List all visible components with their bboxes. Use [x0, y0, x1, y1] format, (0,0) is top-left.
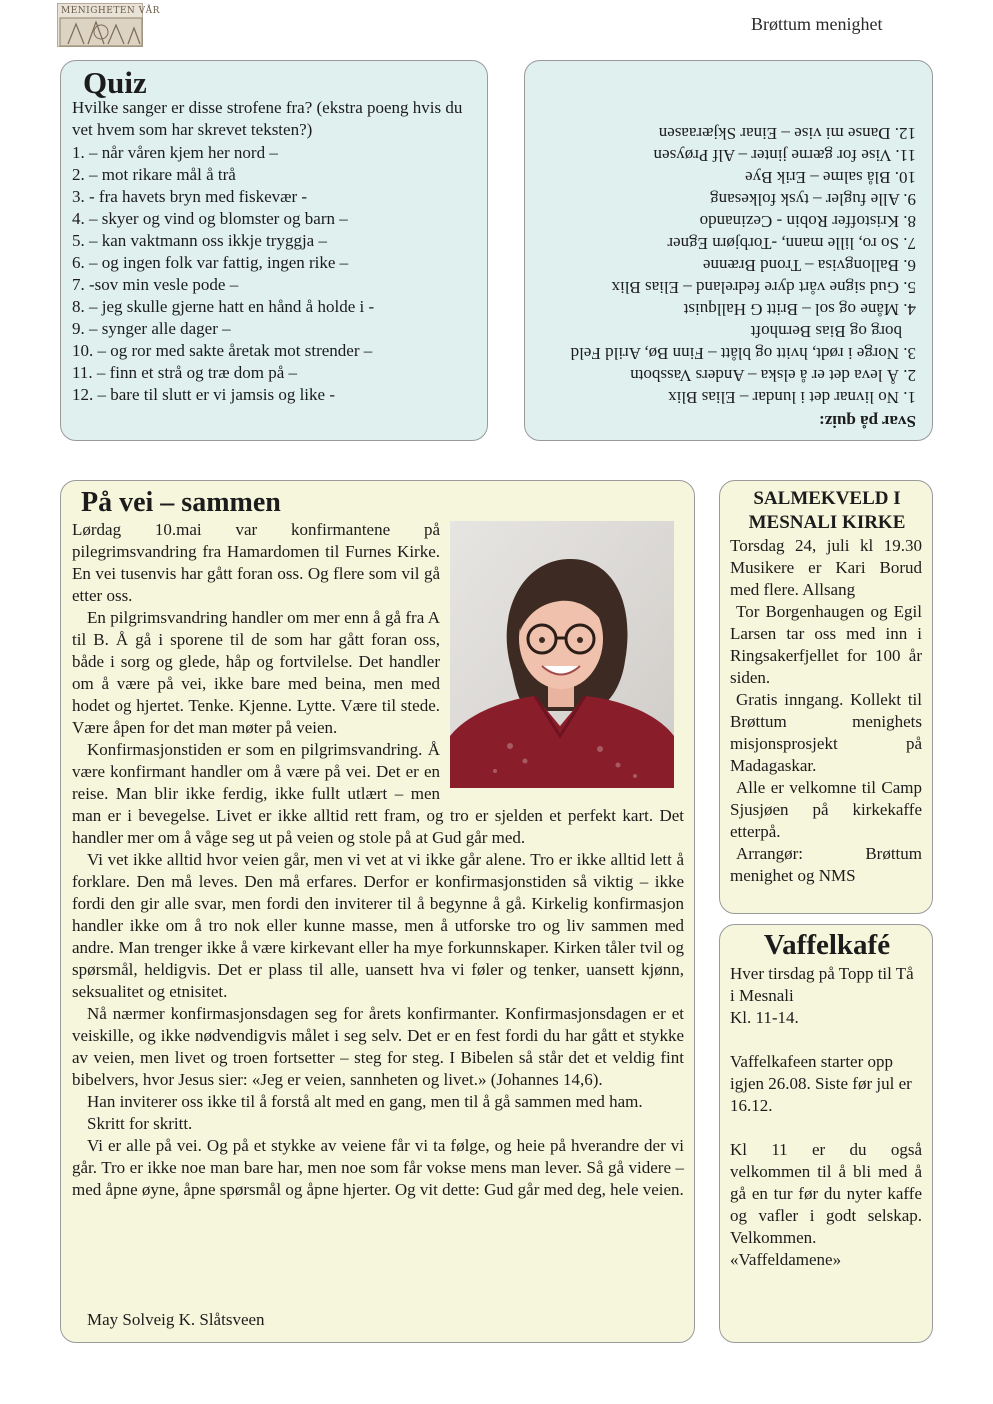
quiz-item: 1. – når våren kjem her nord – [72, 143, 278, 162]
quiz-item: 9. – synger alle dager – [72, 319, 231, 338]
spacer [730, 1117, 922, 1139]
article-paragraph: Skritt for skritt. [87, 1114, 193, 1133]
salmekveld-title: SALMEKVELD I MESNALI KIRKE [748, 488, 906, 533]
quiz-answers-box [524, 60, 933, 441]
answer-item: 4. Måne og sol – Britt G Hallquist [683, 300, 916, 319]
quiz-item: 12. – bare til slutt er vi jamsis og like - [72, 385, 335, 404]
answer-item: 12. Danse mi vise – Einar Skjæraasen [658, 124, 916, 143]
article-paragraph: Vi er alle på vei. Og på et stykke av veiene får vi ta følge, og heie på hverandre der vi går. Tro er ikke noe man bare har, men noe som får vokse mens man lever. Så gå videre – med åpne øyne, åpne spørsmål og åpne hjerter. Og vit dette: Gud går med deg, hele veien. [72, 1136, 684, 1199]
vaffelkafe-paragraph: Kl 11 er du også velkommen til å bli med å gå en tur før du nyter kaffe og vafler i godt selskap. Velkommen. «Vaffeldamene» [730, 1140, 922, 1269]
answer-item: borg og Bias Bernhoft [750, 322, 902, 341]
answer-item: 10. Blå salme – Erik Bye [745, 168, 916, 187]
quiz-item: 2. – mot rikare mål å trå [72, 165, 236, 184]
article-paragraph: Vi vet ikke alltid hvor veien går, men vi vet at vi ikke går alene. Tro er ikke alltid lett å forklare. Den må leves. Den må erfares. Derfor er konfirmasjonstiden så viktig – ikke fordi den gir alle svar, men fordi den inviterer til å begynne å gå. Kirkelig konfirmasjon handler ikke om å tro nok eller kunne masse, men å utforske tro og liv sammen med andre. Man trenger ikke å være kirkevant eller ha mye forkunnskaper. Kirken tåler tvil og spørsmål, heldigvis. Det er plass til alle, uansett hva vi føler og tenker, uansett kjønn, seksualitet og etnisitet. [72, 850, 684, 1001]
article-title: På vei – sammen [81, 487, 281, 518]
answers-list [531, 122, 916, 408]
salmekveld-paragraph: Gratis inngang. Kollekt til Brøttum menighets misjonsprosjekt på Madagaskar. [730, 690, 922, 775]
quiz-item: 4. – skyer og vind og blomster og barn – [72, 209, 348, 228]
logo-text: MENIGHETEN VÅR [61, 6, 160, 16]
answer-item: 5. Gud signe vårt dyre fedreland – Elias Blix [611, 278, 916, 297]
logo-illustration [58, 16, 144, 48]
parish-name: Brøttum menighet [751, 14, 883, 34]
salmekveld-paragraph: Arrangør: Brøttum menighet og NMS [730, 844, 922, 885]
salmekveld-body [730, 535, 922, 887]
answer-item: 8. Kristoffer Robin - Cezinando [699, 212, 916, 231]
answer-item: 11. Vise for gærne jinter – Alf Prøysen [653, 146, 916, 165]
quiz-list [72, 142, 482, 406]
answer-item: 1. No livnar det i lundar – Elias Blix [668, 388, 916, 407]
vaffelkafe-paragraph: Vaffelkafeen starter opp igjen 26.08. Siste før jul er 16.12. [730, 1052, 912, 1115]
quiz-item: 8. – jeg skulle gjerne hatt en hånd å holde i - [72, 297, 375, 316]
spacer [730, 1029, 922, 1051]
quiz-item: 5. – kan vaktmann oss ikkje tryggja – [72, 231, 327, 250]
article-paragraph: En pilgrimsvandring handler om mer enn å gå fra A til B. Å gå i sporene til de som har gått foran oss, både i sorg og glede, håp og fortvilelse. Det handler om å være på vei, ikke bare med beina, men med hodet og hjertet. Tenke. Kjenne. Lytte. Være til stede. Være åpen for det man møter på veien. [72, 608, 440, 737]
vaffelkafe-box [719, 924, 933, 1343]
quiz-title: Quiz [83, 65, 147, 100]
quiz-item: 3. - fra havets bryn med fiskevær - [72, 187, 308, 206]
answers-title: Svar på quiz: [819, 412, 916, 431]
salmekveld-box [719, 480, 933, 914]
vaffelkafe-body [730, 963, 922, 1271]
article-paragraph: Han inviterer oss ikke til å forstå alt med en gang, men til å gå sammen med ham. [87, 1092, 643, 1111]
vaffelkafe-title: Vaffelkafé [763, 929, 891, 961]
article-paragraph: Nå nærmer konfirmasjonsdagen seg for årets konfirmanter. Konfirmasjonsdagen er et veiskille, og ikke nødvendigvis målet i seg selv. Det er en fest fordi du har gått et stykke av veien, men livet og troen fortsetter – steg for steg. I Bibelen så står det et veldig fint bibelvers, hvor Jesus sier: «Jeg er veien, sannheten og livet.» (Johannes 14,6). [72, 1004, 684, 1089]
answers-rotated-content [525, 61, 932, 440]
portrait-illustration [450, 521, 674, 788]
quiz-item: 11. – finn et strå og træ dom på – [72, 363, 298, 382]
answer-item: 3. Norge i rødt, hvitt og blått – Finn Bø, Arild Feld [570, 344, 916, 363]
article-signature: May Solveig K. Slåtsveen [87, 1310, 265, 1329]
quiz-item: 7. -sov min vesle pode – [72, 275, 239, 294]
quiz-item: 10. – og ror med sakte åretak mot strender – [72, 341, 373, 360]
quiz-box [60, 60, 488, 441]
article-paragraph: Lørdag 10.mai var konfirmantene på pilegrimsvandring fra Hamardomen til Furnes Kirke. En vei tusenvis har gått foran oss. Og flere som vil gå etter oss. [72, 520, 440, 605]
vaffelkafe-paragraph: Kl. 11-14. [730, 1008, 799, 1027]
answer-item: 9. Alle fugler – tysk folkesang [710, 190, 916, 209]
article-paragraph: Konfirmasjonstiden er som en pilgrimsvandring. Å være konfirmant handler om å være på vei. Det er en reise. Man blir ikke ferdig, ikke fullt utlært – men man er i bevegelse. Livet er ikke alltid rett fram, og tro er sjelden et perfekt kart. Det handler mer om å våge seg ut på veien og stole på at Gud går med. [72, 740, 684, 847]
answer-item: 2. Å leva det er å elska – Anders Vassbotn [630, 366, 916, 385]
author-photo [450, 521, 674, 788]
vaffelkafe-paragraph: Hver tirsdag på Topp til Tå i Mesnali [730, 964, 914, 1005]
salmekveld-paragraph: Alle er velkomne til Camp Sjusjøen på kirkekaffe etterpå. [730, 778, 922, 841]
newsletter-logo [57, 3, 160, 47]
answer-item: 7. So ro, lille mann, -Torbjørn Egner [667, 234, 916, 253]
salmekveld-paragraph: Tor Borgenhaugen og Egil Larsen tar oss med inn i Ringsakerfjellet for 100 år siden. [730, 602, 922, 687]
quiz-item: 6. – og ingen folk var fattig, ingen rike – [72, 253, 349, 272]
quiz-intro: Hvilke sanger er disse strofene fra? (ekstra poeng hvis du vet hvem som har skrevet teksten?) [72, 98, 463, 139]
answer-item: 6. Ballongvisa – Trond Brænne [703, 256, 916, 275]
salmekveld-paragraph: Torsdag 24, juli kl 19.30 Musikere er Kari Borud med flere. Allsang [730, 536, 922, 599]
article-box [60, 480, 695, 1343]
